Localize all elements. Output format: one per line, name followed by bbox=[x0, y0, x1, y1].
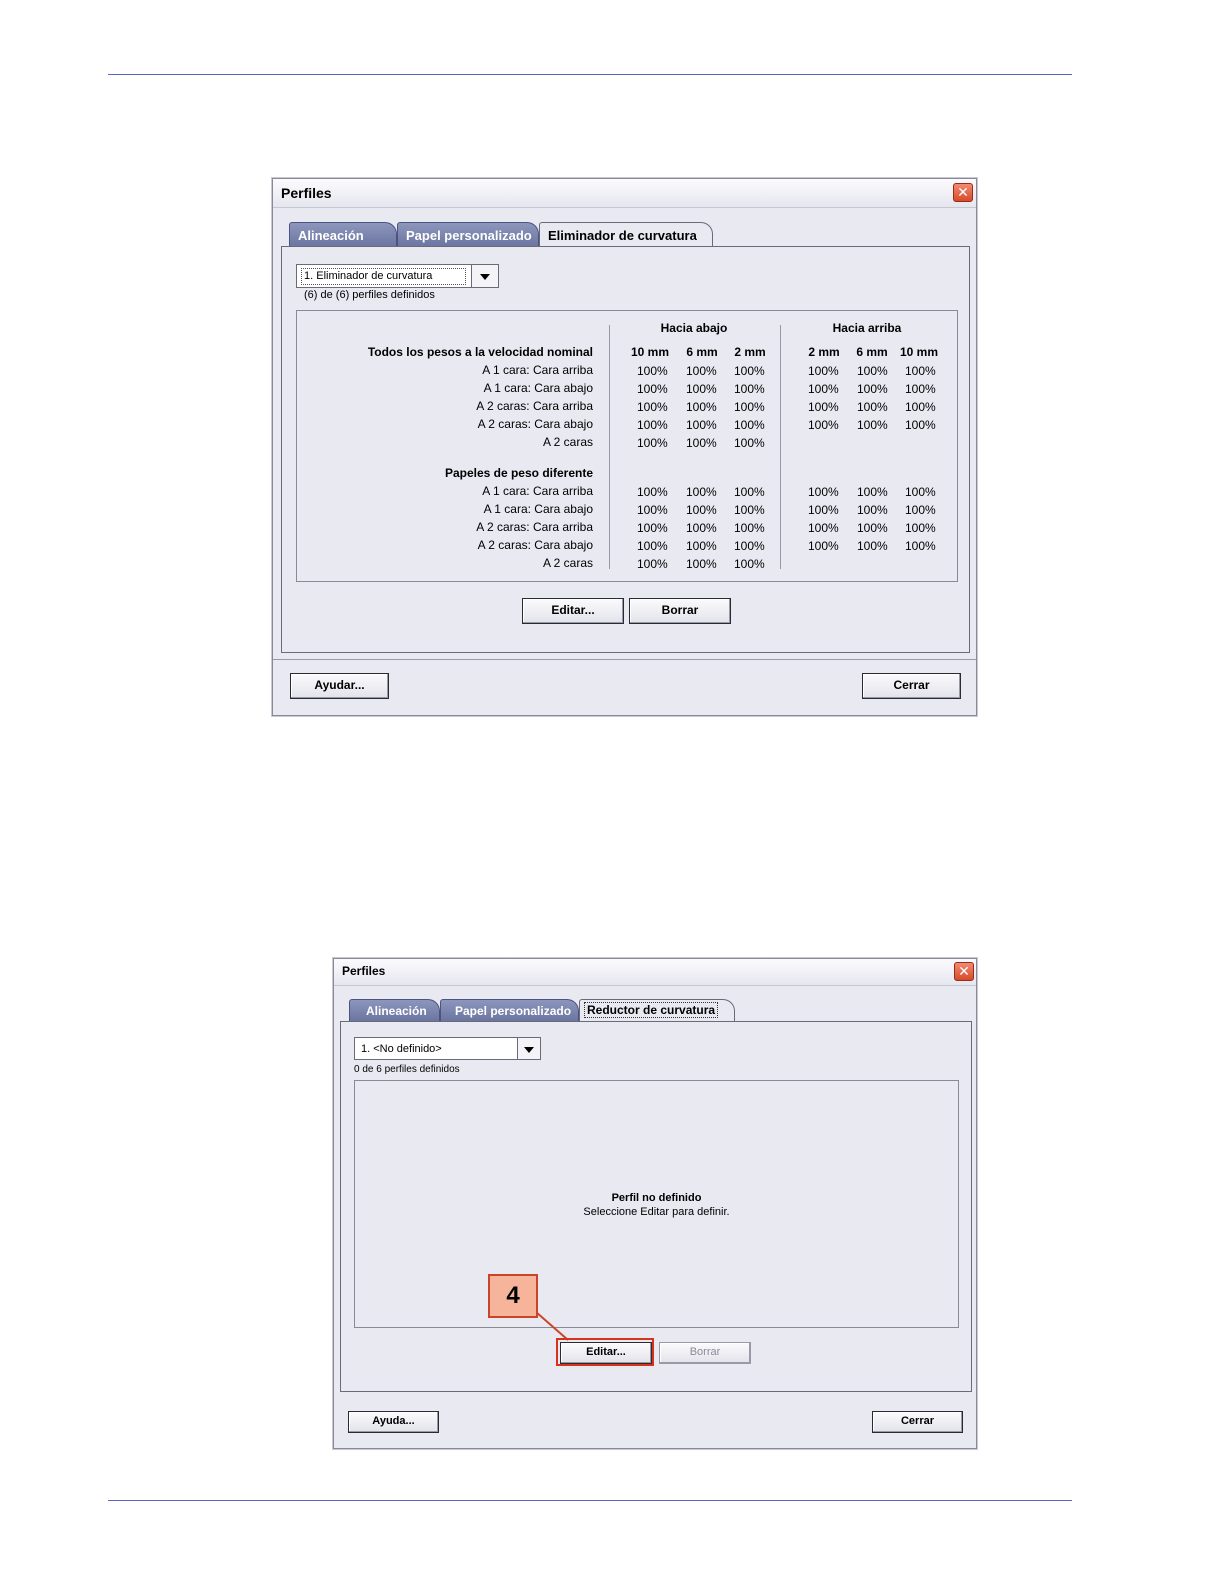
value-cell: 100% bbox=[905, 382, 936, 396]
row-label: A 2 caras: Cara arriba bbox=[476, 399, 593, 413]
chevron-down-icon[interactable] bbox=[471, 265, 498, 287]
edit-button-highlight bbox=[556, 1338, 654, 1366]
value-cell: 100% bbox=[857, 418, 888, 432]
value-cell: 100% bbox=[637, 418, 668, 432]
value-cell: 100% bbox=[808, 418, 839, 432]
group1-title: Todos los pesos a la velocidad nominal bbox=[367, 345, 593, 359]
value-cell: 100% bbox=[905, 485, 936, 499]
profiles-count: (6) de (6) perfiles definidos bbox=[304, 289, 435, 301]
value-cell: 100% bbox=[637, 485, 668, 499]
tab-alineacion[interactable]: Alineación bbox=[289, 222, 397, 247]
value-cell: 100% bbox=[686, 382, 717, 396]
row-label: A 1 cara: Cara abajo bbox=[483, 381, 593, 395]
value-cell: 100% bbox=[905, 503, 936, 517]
value-cell: 100% bbox=[686, 436, 717, 450]
tab-reductor-curvatura-label: Reductor de curvatura bbox=[584, 1002, 718, 1018]
profiles-dialog-2 bbox=[333, 958, 977, 1449]
row-label: A 2 caras bbox=[542, 556, 593, 570]
value-cell: 100% bbox=[637, 364, 668, 378]
value-cell: 100% bbox=[808, 364, 839, 378]
edit-button[interactable]: Editar... bbox=[560, 1342, 652, 1364]
delete-button: Borrar bbox=[659, 1342, 751, 1364]
profile-select-value: 1. Eliminador de curvatura bbox=[301, 268, 466, 285]
profile-select-value: 1. <No definido> bbox=[361, 1043, 442, 1055]
value-cell: 100% bbox=[857, 364, 888, 378]
value-cell: 100% bbox=[686, 503, 717, 517]
help-button[interactable]: Ayudar... bbox=[290, 673, 389, 699]
row-label: A 1 cara: Cara arriba bbox=[482, 363, 593, 377]
profile-table bbox=[296, 310, 958, 582]
value-cell: 100% bbox=[905, 364, 936, 378]
tab-papel-personalizado[interactable]: Papel personalizado bbox=[440, 999, 579, 1021]
value-cell: 100% bbox=[637, 539, 668, 553]
close-button[interactable]: Cerrar bbox=[872, 1411, 963, 1433]
col-down-10mm: 10 mm bbox=[630, 345, 670, 359]
header-hacia-abajo: Hacia abajo bbox=[660, 321, 728, 335]
row-label: A 2 caras: Cara abajo bbox=[477, 538, 593, 552]
help-button[interactable]: Ayuda... bbox=[348, 1411, 439, 1433]
profiles-dialog-1 bbox=[272, 178, 977, 716]
bottom-rule bbox=[108, 1500, 1072, 1501]
col-up-10mm: 10 mm bbox=[899, 345, 939, 359]
value-cell: 100% bbox=[686, 364, 717, 378]
value-cell: 100% bbox=[808, 485, 839, 499]
value-cell: 100% bbox=[686, 400, 717, 414]
tab-eliminador-curvatura[interactable]: Eliminador de curvatura bbox=[539, 222, 713, 247]
title-bar bbox=[334, 959, 976, 986]
value-cell: 100% bbox=[734, 382, 765, 396]
divider bbox=[273, 659, 976, 660]
divider bbox=[780, 325, 781, 569]
step-callout: 4 bbox=[488, 1274, 538, 1318]
dialog-title: Perfiles bbox=[281, 185, 332, 201]
value-cell: 100% bbox=[857, 485, 888, 499]
row-label: A 2 caras: Cara arriba bbox=[476, 520, 593, 534]
header-hacia-arriba: Hacia arriba bbox=[832, 321, 902, 335]
dialog-title: Perfiles bbox=[342, 964, 386, 978]
value-cell: 100% bbox=[808, 382, 839, 396]
empty-title: Perfil no definido bbox=[611, 1192, 702, 1204]
value-cell: 100% bbox=[637, 503, 668, 517]
value-cell: 100% bbox=[686, 418, 717, 432]
value-cell: 100% bbox=[857, 539, 888, 553]
value-cell: 100% bbox=[857, 400, 888, 414]
col-down-6mm: 6 mm bbox=[686, 345, 718, 359]
row-label: A 1 cara: Cara arriba bbox=[482, 484, 593, 498]
value-cell: 100% bbox=[905, 539, 936, 553]
value-cell: 100% bbox=[808, 539, 839, 553]
value-cell: 100% bbox=[637, 436, 668, 450]
col-up-2mm: 2 mm bbox=[808, 345, 840, 359]
profile-preview-box bbox=[354, 1080, 959, 1328]
value-cell: 100% bbox=[734, 503, 765, 517]
tab-panel bbox=[281, 246, 970, 653]
tab-papel-personalizado[interactable]: Papel personalizado bbox=[397, 222, 539, 247]
value-cell: 100% bbox=[686, 521, 717, 535]
title-bar bbox=[273, 179, 976, 208]
profile-select[interactable] bbox=[296, 264, 499, 288]
value-cell: 100% bbox=[734, 436, 765, 450]
value-cell: 100% bbox=[734, 557, 765, 571]
col-up-6mm: 6 mm bbox=[856, 345, 888, 359]
group2-title: Papeles de peso diferente bbox=[444, 466, 593, 480]
value-cell: 100% bbox=[857, 503, 888, 517]
edit-button[interactable]: Editar... bbox=[522, 598, 624, 624]
profile-select[interactable] bbox=[354, 1037, 541, 1060]
value-cell: 100% bbox=[734, 364, 765, 378]
top-rule bbox=[108, 74, 1072, 75]
value-cell: 100% bbox=[637, 557, 668, 571]
value-cell: 100% bbox=[637, 521, 668, 535]
value-cell: 100% bbox=[637, 400, 668, 414]
value-cell: 100% bbox=[686, 539, 717, 553]
value-cell: 100% bbox=[686, 485, 717, 499]
tab-reductor-curvatura[interactable] bbox=[579, 999, 735, 1021]
value-cell: 100% bbox=[686, 557, 717, 571]
value-cell: 100% bbox=[734, 521, 765, 535]
empty-hint: Seleccione Editar para definir. bbox=[583, 1206, 730, 1218]
row-label: A 1 cara: Cara abajo bbox=[483, 502, 593, 516]
value-cell: 100% bbox=[857, 382, 888, 396]
value-cell: 100% bbox=[905, 400, 936, 414]
col-down-2mm: 2 mm bbox=[734, 345, 766, 359]
value-cell: 100% bbox=[808, 503, 839, 517]
profiles-count: 0 de 6 perfiles definidos bbox=[354, 1064, 460, 1075]
value-cell: 100% bbox=[905, 418, 936, 432]
close-button[interactable]: Cerrar bbox=[862, 673, 961, 699]
value-cell: 100% bbox=[637, 382, 668, 396]
tab-panel bbox=[340, 1021, 972, 1392]
value-cell: 100% bbox=[734, 485, 765, 499]
close-icon[interactable]: ✕ bbox=[953, 183, 973, 202]
value-cell: 100% bbox=[808, 400, 839, 414]
divider bbox=[609, 325, 610, 569]
tab-alineacion[interactable]: Alineación bbox=[349, 999, 440, 1021]
value-cell: 100% bbox=[905, 521, 936, 535]
chevron-down-icon[interactable] bbox=[517, 1038, 540, 1059]
row-label: A 2 caras: Cara abajo bbox=[477, 417, 593, 431]
value-cell: 100% bbox=[734, 400, 765, 414]
delete-button[interactable]: Borrar bbox=[629, 598, 731, 624]
value-cell: 100% bbox=[734, 539, 765, 553]
row-label: A 2 caras bbox=[542, 435, 593, 449]
value-cell: 100% bbox=[857, 521, 888, 535]
value-cell: 100% bbox=[734, 418, 765, 432]
value-cell: 100% bbox=[808, 521, 839, 535]
close-icon[interactable]: ✕ bbox=[954, 962, 974, 981]
